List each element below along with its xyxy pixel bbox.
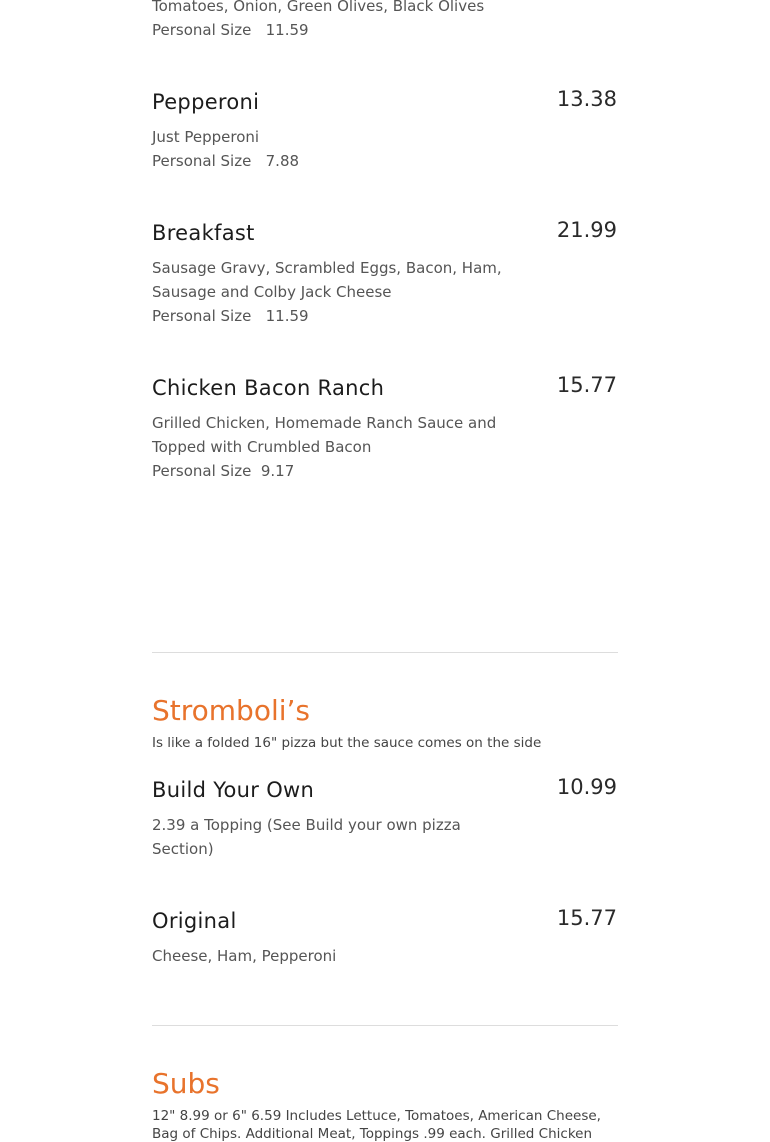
item-description: Just Pepperoni	[152, 128, 260, 146]
item-description: Tomatoes, Onion, Green Olives, Black Olives	[152, 0, 485, 15]
personal-size-price: Personal Size 7.88	[152, 152, 300, 170]
section-divider	[152, 652, 618, 653]
section-subtitle: 12" 8.99 or 6" 6.59 Includes Lettuce, Tomatoes, American Cheese,	[152, 1108, 601, 1124]
menu-item-name: Chicken Bacon Ranch	[152, 376, 385, 400]
item-description: Topped with Crumbled Bacon	[152, 438, 372, 456]
menu-item-price: 15.77	[556, 373, 617, 397]
item-description: Sausage Gravy, Scrambled Eggs, Bacon, Ham,	[152, 259, 502, 277]
section-subtitle: Is like a folded 16" pizza but the sauce comes on the side	[152, 735, 542, 751]
personal-size-price: Personal Size 11.59	[152, 21, 309, 39]
menu-item-price: 13.38	[556, 87, 617, 111]
personal-size-price: Personal Size 9.17	[152, 462, 295, 480]
menu-item-name: Breakfast	[152, 221, 255, 245]
menu-item-name: Build Your Own	[152, 778, 315, 802]
personal-size-price: Personal Size 11.59	[152, 307, 309, 325]
section-title-subs: Subs	[152, 1067, 220, 1100]
item-description: Sausage and Colby Jack Cheese	[152, 283, 392, 301]
section-title-stromboli: Stromboli’s	[152, 694, 311, 727]
item-description: Section)	[152, 840, 214, 858]
menu-item-price: 21.99	[556, 218, 617, 242]
menu-item-name: Pepperoni	[152, 90, 260, 114]
menu-item-price: 15.77	[556, 906, 617, 930]
menu-item-price: 10.99	[556, 775, 617, 799]
menu-item-name: Original	[152, 909, 237, 933]
item-description: Cheese, Ham, Pepperoni	[152, 947, 337, 965]
item-description: Grilled Chicken, Homemade Ranch Sauce and	[152, 414, 497, 432]
section-divider	[152, 1025, 618, 1026]
item-description: 2.39 a Topping (See Build your own pizza	[152, 816, 461, 834]
section-subtitle: Bag of Chips. Additional Meat, Toppings .99 each. Grilled Chicken	[152, 1126, 593, 1142]
